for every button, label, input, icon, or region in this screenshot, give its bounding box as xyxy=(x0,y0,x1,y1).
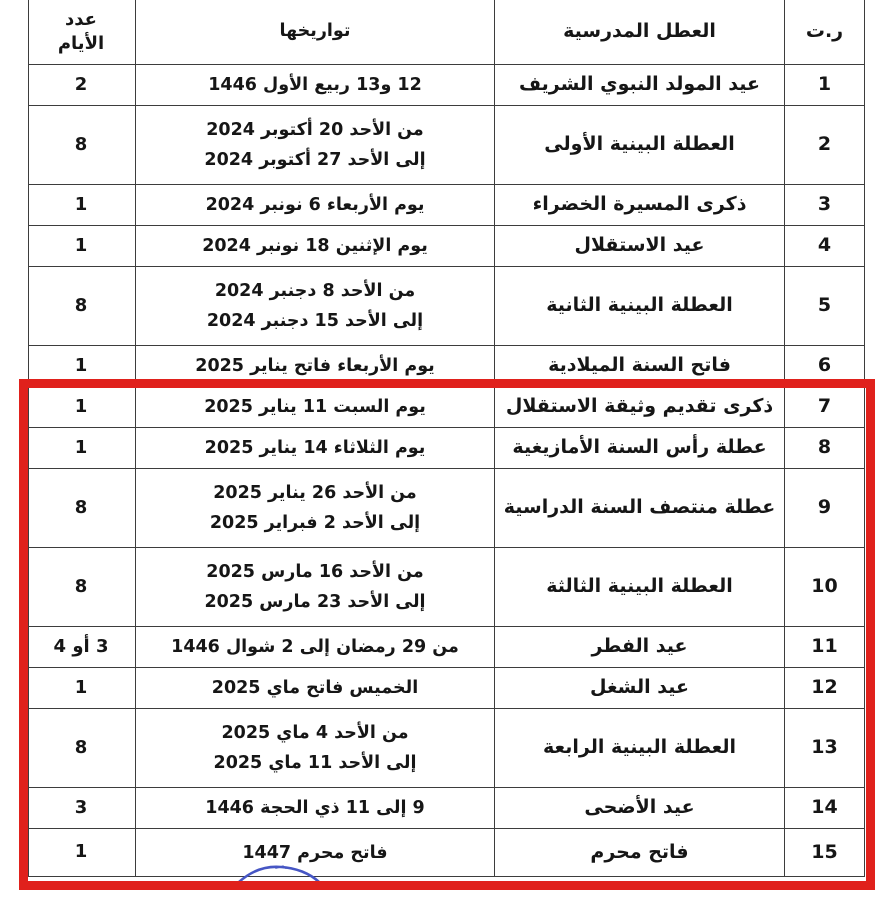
days-count-cell: 1 xyxy=(74,193,88,215)
holiday-name-cell: العطلة البينية الثانية xyxy=(494,267,784,345)
dates-cell xyxy=(135,627,494,667)
header-days-line2: الأيام xyxy=(57,33,105,54)
holiday-name-cell: العطلة البينية الأولى xyxy=(494,106,784,184)
date-line: الخميس فاتح ماي 2025 xyxy=(211,678,419,698)
table-row xyxy=(29,548,864,627)
table-row xyxy=(29,469,864,548)
date-line: يوم الأربعاء فاتح يناير 2025 xyxy=(195,356,435,376)
dates-cell xyxy=(135,548,494,626)
table-row xyxy=(29,267,864,346)
row-index-cell: 15 xyxy=(784,829,864,876)
dates-cell xyxy=(135,668,494,708)
row-index-cell: 5 xyxy=(784,267,864,345)
date-line: من الأحد 20 أكتوبر 2024 xyxy=(206,120,424,140)
header-days xyxy=(27,0,135,64)
row-index-cell: 10 xyxy=(784,548,864,626)
dates-cell xyxy=(135,346,494,386)
dates-cell xyxy=(135,829,494,876)
date-line: إلى الأحد 23 مارس 2025 xyxy=(204,592,426,612)
holiday-name-cell: فاتح السنة الميلادية xyxy=(494,346,784,386)
days-count-cell: 1 xyxy=(74,436,88,458)
header-holiday: العطل المدرسية xyxy=(494,0,784,64)
date-line: إلى الأحد 2 فبراير 2025 xyxy=(209,513,421,533)
dates-cell xyxy=(135,185,494,225)
row-index-cell: 1 xyxy=(784,65,864,105)
holiday-name-cell: عيد الفطر xyxy=(494,627,784,667)
date-line: من الأحد 26 يناير 2025 xyxy=(213,483,417,503)
table-row xyxy=(29,65,864,106)
days-count-cell: 8 xyxy=(74,575,88,597)
dates-cell xyxy=(135,65,494,105)
header-index: ر.ت xyxy=(784,0,864,64)
holiday-name-cell: العطلة البينية الرابعة xyxy=(494,709,784,787)
row-index-cell: 12 xyxy=(784,668,864,708)
header-dates: تواريخها xyxy=(135,0,494,64)
row-index-cell: 14 xyxy=(784,788,864,828)
date-line: إلى الأحد 11 ماي 2025 xyxy=(213,753,417,773)
table-row xyxy=(29,428,864,469)
date-line: من الأحد 8 دجنبر 2024 xyxy=(214,281,416,301)
row-index-cell: 4 xyxy=(784,226,864,266)
dates-cell xyxy=(135,709,494,787)
row-index-cell: 8 xyxy=(784,428,864,468)
dates-cell xyxy=(135,267,494,345)
row-index-cell: 7 xyxy=(784,387,864,427)
days-count-cell: 3 xyxy=(74,796,88,818)
dates-cell xyxy=(135,428,494,468)
table-row xyxy=(29,668,864,709)
dates-cell xyxy=(135,226,494,266)
days-count-cell: 1 xyxy=(74,354,88,376)
holiday-name-cell: العطلة البينية الثالثة xyxy=(494,548,784,626)
date-line: 12 و13 ربيع الأول 1446 xyxy=(208,75,422,95)
holiday-name-cell: فاتح محرم xyxy=(494,829,784,876)
row-index-cell: 11 xyxy=(784,627,864,667)
days-count-cell: 1 xyxy=(74,234,88,256)
days-count-cell: 3 أو 4 xyxy=(53,635,109,657)
row-index-cell: 9 xyxy=(784,469,864,547)
date-line: يوم الثلاثاء 14 يناير 2025 xyxy=(204,438,426,458)
header-days-line1: عدد xyxy=(65,8,97,30)
dates-cell xyxy=(135,387,494,427)
date-line: 9 إلى 11 ذي الحجة 1446 xyxy=(205,798,425,818)
days-count-cell: 2 xyxy=(74,73,88,95)
date-line: إلى الأحد 27 أكتوبر 2024 xyxy=(204,150,426,170)
dates-cell xyxy=(135,106,494,184)
days-count-cell: 1 xyxy=(74,841,88,863)
holiday-name-cell: عيد الاستقلال xyxy=(494,226,784,266)
dates-cell xyxy=(135,469,494,547)
date-line: يوم الأربعاء 6 نونبر 2024 xyxy=(205,195,425,215)
days-count-cell: 1 xyxy=(74,395,88,417)
table-row xyxy=(29,709,864,788)
table-header-row xyxy=(29,0,864,65)
row-index-cell: 6 xyxy=(784,346,864,386)
holiday-name-cell: عطلة رأس السنة الأمازيغية xyxy=(494,428,784,468)
table-row xyxy=(29,185,864,226)
table-row xyxy=(29,226,864,267)
table-row xyxy=(29,387,864,428)
holiday-name-cell: عطلة منتصف السنة الدراسية xyxy=(494,469,784,547)
date-line: يوم الإثنين 18 نونبر 2024 xyxy=(202,236,428,256)
days-count-cell: 8 xyxy=(74,294,88,316)
date-line: يوم السبت 11 يناير 2025 xyxy=(204,397,426,417)
holiday-name-cell: عيد الشغل xyxy=(494,668,784,708)
row-index-cell: 2 xyxy=(784,106,864,184)
date-line: من الأحد 4 ماي 2025 xyxy=(221,723,409,743)
holiday-name-cell: ذكرى المسيرة الخضراء xyxy=(494,185,784,225)
date-line: فاتح محرم 1447 xyxy=(242,842,388,863)
row-index-cell: 13 xyxy=(784,709,864,787)
date-line: من 29 رمضان إلى 2 شوال 1446 xyxy=(171,637,459,657)
table-row xyxy=(29,788,864,829)
holiday-name-cell: عيد الأضحى xyxy=(494,788,784,828)
days-count-cell: 8 xyxy=(74,496,88,518)
days-count-cell: 1 xyxy=(74,676,88,698)
holiday-name-cell: ذكرى تقديم وثيقة الاستقلال xyxy=(494,387,784,427)
table-row xyxy=(29,829,864,877)
days-count-cell: 8 xyxy=(74,133,88,155)
table-body xyxy=(29,65,864,877)
table-row xyxy=(29,106,864,185)
date-line: إلى الأحد 15 دجنبر 2024 xyxy=(206,311,424,331)
days-count-cell: 8 xyxy=(74,736,88,758)
row-index-cell: 3 xyxy=(784,185,864,225)
dates-cell xyxy=(135,788,494,828)
holiday-name-cell: عيد المولد النبوي الشريف xyxy=(494,65,784,105)
table-row xyxy=(29,627,864,668)
date-line: من الأحد 16 مارس 2025 xyxy=(206,562,424,582)
school-holidays-table xyxy=(28,0,865,877)
table-row xyxy=(29,346,864,387)
